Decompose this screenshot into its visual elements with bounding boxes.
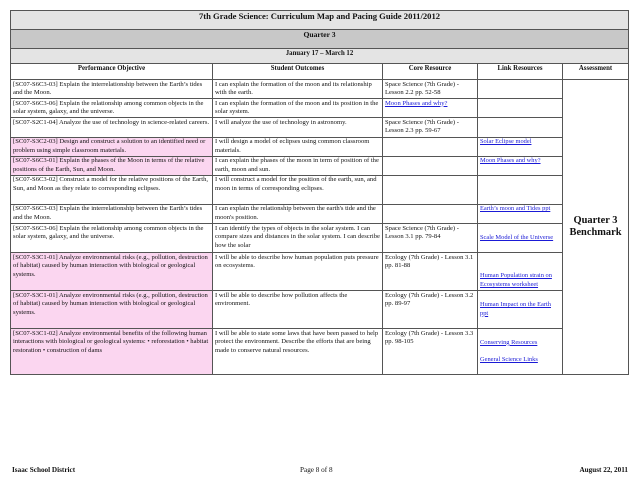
- assessment-cell: Quarter 3 Benchmark: [563, 80, 629, 375]
- outcome-cell: I can explain the formation of the moon and its relationship with the earth.: [213, 80, 383, 99]
- resource-link[interactable]: Moon Phases and why?: [383, 99, 478, 118]
- resource-cell: Space Science (7th Grade) - Lesson 3.1 pp. 79-84: [383, 224, 478, 253]
- table-row: [11, 175, 629, 204]
- table-row: [11, 99, 629, 118]
- table-row: [11, 204, 629, 223]
- objective-cell: [SC07-S6C3-01] Explain the phases of the Moon in terms of the relative positions of the Earth, Sun, and Moon.: [11, 156, 213, 175]
- curriculum-table: [10, 10, 629, 375]
- link-solar-eclipse-model[interactable]: Solar Eclipse model: [480, 138, 532, 146]
- header-outcomes: Student Outcomes: [213, 64, 383, 80]
- curriculum-page: [10, 10, 628, 375]
- objective-cell: [SC07-S6C3-03] Explain the interrelationship between the Earth’s tides and the Moon.: [11, 204, 213, 223]
- table-row: [11, 253, 629, 291]
- resource-cell: Ecology (7th Grade) - Lesson 3.3 pp. 98-105: [383, 329, 478, 375]
- resource-cell: [383, 204, 478, 223]
- outcome-cell: I can explain the phases of the moon in term of position of the earth, moon and sun.: [213, 156, 383, 175]
- objective-cell: [SC07-S3C1-02] Analyze environmental benefits of the following human interactions with biological or geological systems: • reforestation • habitat restoration • construction of dams: [11, 329, 213, 375]
- links-cell: [478, 118, 563, 137]
- objective-cell: [SC07-S2C1-04] Analyze the use of technology in science-related careers.: [11, 118, 213, 137]
- link-moon-phases[interactable]: Moon Phases and why?: [480, 157, 541, 165]
- table-row: [11, 137, 629, 156]
- resource-cell: [383, 175, 478, 204]
- resource-cell: [383, 137, 478, 156]
- outcome-cell: I can explain the relationship between the earth's tide and the moon's position.: [213, 204, 383, 223]
- header-objective: Performance Objective: [11, 64, 213, 80]
- outcome-cell: I can identify the types of objects in the solar system. I can compare sizes and distances in the solar system. I can describe how the solar: [213, 224, 383, 253]
- table-row: [11, 80, 629, 99]
- links-cell: [478, 80, 563, 99]
- header-resource: Core Resource: [383, 64, 478, 80]
- objective-cell: [SC07-S6C3-06] Explain the relationship among common objects in the solar system, galaxy, and the universe.: [11, 99, 213, 118]
- objective-cell: [SC07-S3C2-03] Design and construct a solution to an identified need or problem using simple classroom materials.: [11, 137, 213, 156]
- resource-cell: [383, 156, 478, 175]
- objective-cell: [SC07-S6C3-02] Construct a model for the relative positions of the Earth, Sun, and Moon as they relate to corresponding eclipses.: [11, 175, 213, 204]
- outcome-cell: I will construct a model for the position of the earth, sun, and moon in terms of corresponding eclipses.: [213, 175, 383, 204]
- table-row: [11, 118, 629, 137]
- footer-date: August 22, 2011: [579, 466, 628, 474]
- objective-cell: [SC07-S3C1-01] Analyze environmental risks (e.g., pollution, destruction of habitat) caused by human interaction with biological or geological systems.: [11, 253, 213, 291]
- resource-cell: Space Science (7th Grade) - Lesson 2.3 pp. 59-67: [383, 118, 478, 137]
- resource-cell: Space Science (7th Grade) - Lesson 2.2 pp. 52-58: [383, 80, 478, 99]
- footer-page-number: Page 8 of 8: [300, 466, 333, 474]
- table-row: [11, 329, 629, 375]
- table-row: [11, 291, 629, 329]
- header-assessment: Assessment: [563, 64, 629, 80]
- links-cell: [478, 99, 563, 118]
- outcome-cell: I will be able to describe how pollution affects the environment.: [213, 291, 383, 329]
- footer-district: Isaac School District: [12, 466, 76, 474]
- quarter-banner: Quarter 3: [11, 30, 629, 49]
- outcome-cell: I will design a model of eclipses using common classroom materials.: [213, 137, 383, 156]
- outcome-cell: I will be able to describe how human population puts pressure on ecosystems.: [213, 253, 383, 291]
- outcome-cell: I can explain the formation of the moon and its position in the solar system.: [213, 99, 383, 118]
- page-footer: [12, 466, 628, 478]
- objective-cell: [SC07-S3C1-01] Analyze environmental risks (e.g., pollution, destruction of habitat) caused by human interaction with biological or geological systems.: [11, 291, 213, 329]
- table-row: [11, 224, 629, 253]
- resource-cell: Ecology (7th Grade) - Lesson 3.1 pp. 81-88: [383, 253, 478, 291]
- link-earths-moon-tides[interactable]: Earth’s moon and Tides ppt: [480, 205, 551, 213]
- link-human-population-strain[interactable]: Human Population strain on Ecosystems worksheet: [480, 272, 552, 289]
- link-human-impact-earth[interactable]: Human Impact on the Earth ppt: [480, 301, 551, 317]
- objective-cell: [SC07-S6C3-03] Explain the interrelationship between the Earth’s tides and the Moon.: [11, 80, 213, 99]
- document-title: 7th Grade Science: Curriculum Map and Pacing Guide 2011/2012: [11, 11, 629, 30]
- objective-cell: [SC07-S6C3-06] Explain the relationship among common objects in the solar system, galaxy, and the universe.: [11, 224, 213, 253]
- link-conserving-resources[interactable]: Conserving Resources General Science Links: [480, 338, 538, 363]
- link-scale-model-universe[interactable]: Scale Model of the Universe: [480, 233, 554, 241]
- outcome-cell: I will be able to state some laws that have been passed to help protect the environment. Describe the efforts that are being made to conserve natural resources.: [213, 329, 383, 375]
- table-row: [11, 156, 629, 175]
- date-range: January 17 – March 12: [11, 49, 629, 64]
- outcome-cell: I will analyze the use of technology in astronomy.: [213, 118, 383, 137]
- links-cell: [478, 175, 563, 204]
- header-links: Link Resources: [478, 64, 563, 80]
- resource-cell: Ecology (7th Grade) - Lesson 3.2 pp. 89-97: [383, 291, 478, 329]
